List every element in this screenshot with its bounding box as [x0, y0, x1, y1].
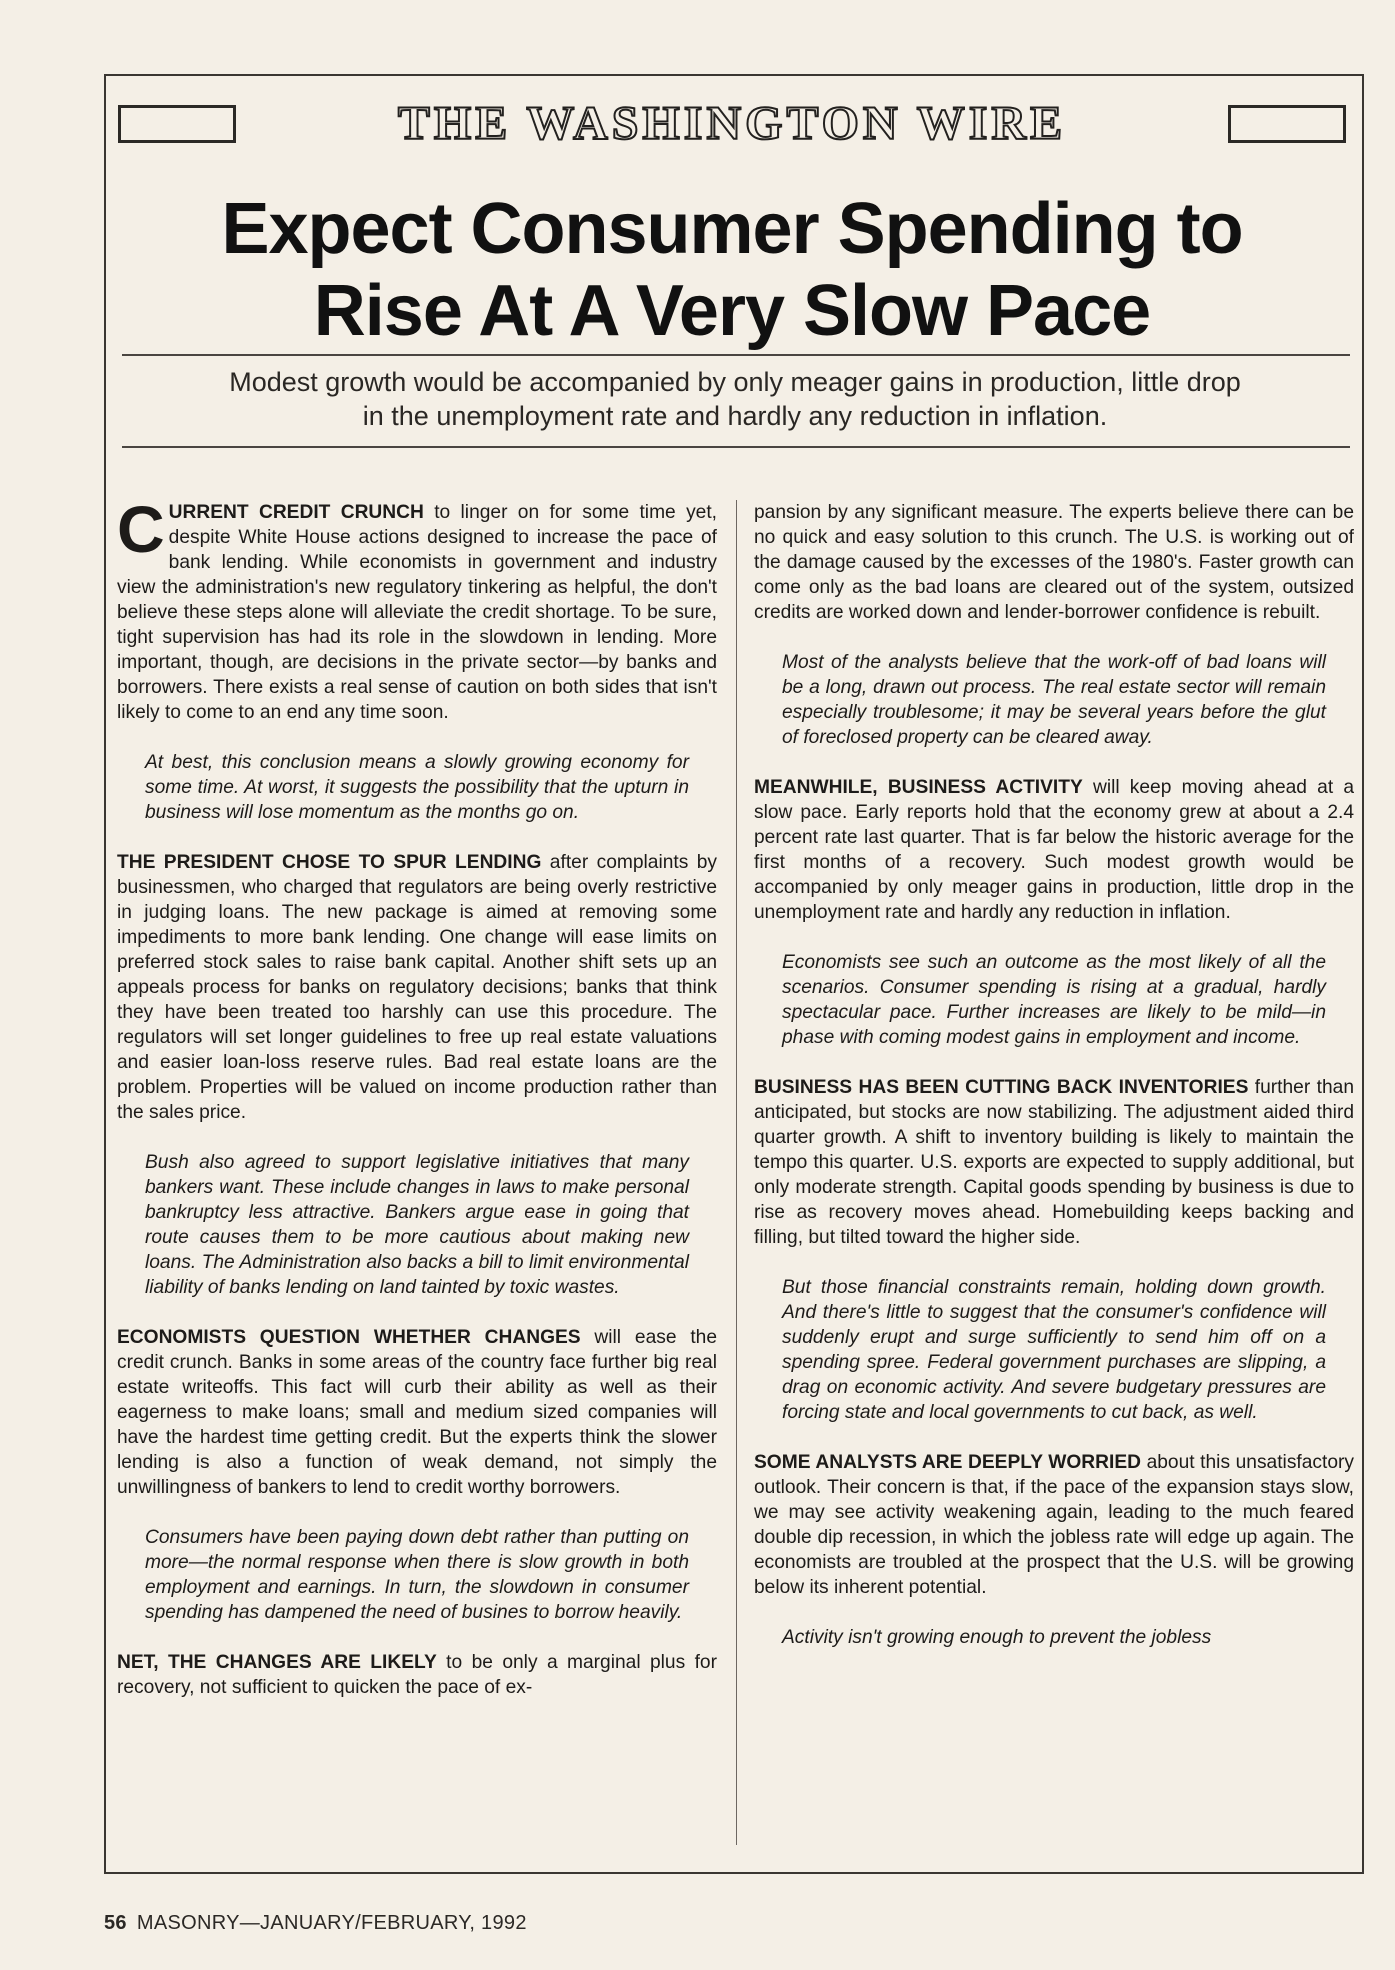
column-divider [736, 500, 737, 1845]
paragraph-text: to be only a marginal plus for recovery, not sufficient to quicken the pace of ex- [117, 1652, 717, 1698]
paragraph [754, 1450, 1354, 1600]
banner-title: THE WASHINGTON WIRE [397, 97, 1067, 150]
paragraph [117, 1650, 717, 1700]
paragraph-text: Consumers have been paying down debt rather than putting on more—the normal response when there is slow growth in both employment and earnings. In turn, the slowdown in consumer spending has dampened the need of busines to borrow heavily. [145, 1527, 689, 1623]
italic-paragraph [782, 1275, 1326, 1425]
lead-in: BUSINESS HAS BEEN CUTTING BACK INVENTORIES [754, 1077, 1249, 1098]
banner-left-box [118, 105, 236, 143]
paragraph [117, 500, 717, 725]
paragraph-text: after complaints by businessmen, who charged that regulators are being overly restrictive in judging loans. The new package is aimed at removing some impediments to more bank lending. One change will ease limits on preferred stock sales to raise bank capital. Another shift sets up an appeals process for banks on regulatory decisions; banks that think they have been treated too harshly can use this procedure. The regulators will set longer guidelines to free up real estate valuations and easier loan-loss reserve rules. Bad real estate loans are the problem. Properties will be valued on income production rather than the sales price. [117, 852, 717, 1123]
lead-in: ECONOMISTS QUESTION WHETHER CHANGES [117, 1327, 581, 1348]
deck [140, 365, 1330, 433]
paragraph-text: pansion by any significant measure. The experts believe there can be no quick and easy solution to this crunch. The U.S. is working out of the damage caused by the excesses of the 1980's. Faster growth can come only as the bad loans are cleared out of the system, outsized credits are worked down and lender-borrower confidence is rebuilt. [754, 502, 1354, 623]
paragraph-text: Most of the analysts believe that the work-off of bad loans will be a long, drawn out process. The real estate sector will remain especially troublesome; it may be several years before the glut of foreclosed property can be cleared away. [782, 652, 1326, 748]
headline-line-2: Rise At A Very Slow Pace [313, 271, 1151, 351]
column-banner [118, 98, 1346, 150]
lead-in: URRENT CREDIT CRUNCH [168, 502, 424, 523]
page-number: 56 [104, 1912, 127, 1934]
paragraph-text: will keep moving ahead at a slow pace. Early reports hold that the economy grew at about a 2.4 percent rate last quarter. That is far below the historic average for the first months of a recovery. Such modest growth would be accompanied by only meager gains in production, little drop in the unemployment rate and hardly any reduction in inflation. [754, 777, 1354, 923]
left-column [117, 500, 717, 1845]
paragraph-text: to linger on for some time yet, despite White House actions designed to increase the pace of bank lending. While economists in government and industry view the administration's new regulatory tinkering as helpful, the don't believe these steps alone will alleviate the credit shortage. To be sure, tight supervision has had its role in the slowdown in lending. More important, though, are decisions in the private sector—by banks and borrowers. There exists a real sense of caution on both sides that isn't likely to come to an end any time soon. [117, 502, 717, 723]
deck-bottom-rule [122, 446, 1350, 448]
drop-cap: C [117, 500, 165, 566]
page-footer [104, 1912, 527, 1935]
deck-line-2: in the unemployment rate and hardly any reduction in inflation. [362, 401, 1108, 431]
italic-paragraph [782, 950, 1326, 1050]
right-column [754, 500, 1354, 1845]
paragraph [754, 775, 1354, 925]
headline [118, 188, 1346, 352]
deck-top-rule [122, 354, 1350, 356]
italic-paragraph [782, 650, 1326, 750]
italic-paragraph [145, 1525, 689, 1625]
paragraph-text: will ease the credit crunch. Banks in some areas of the country face further big real estate writeoffs. This fact will curb their ability as well as their eagerness to make loans; small and medium sized companies will have the hardest time getting credit. But the experts think the slower lending is also a function of weak demand, not simply the unwillingness of bankers to lend to credit worthy borrowers. [117, 1327, 717, 1498]
paragraph [754, 500, 1354, 625]
paragraph-text: At best, this conclusion means a slowly growing economy for some time. At worst, it suggests the possibility that the upturn in business will lose momentum as the months go on. [145, 752, 689, 823]
paragraph [117, 1325, 717, 1500]
lead-in: SOME ANALYSTS ARE DEEPLY WORRIED [754, 1452, 1141, 1473]
paragraph-text: But those financial constraints remain, holding down growth. And there's little to suggest that the consumer's confidence will suddenly erupt and surge sufficiently to send him off on a spending spree. Federal government purchases are slipping, a drag on economic activity. And severe budgetary pressures are forcing state and local governments to cut back, as well. [782, 1277, 1326, 1423]
lead-in: THE PRESIDENT CHOSE TO SPUR LENDING [117, 852, 542, 873]
paragraph-text: Activity isn't growing enough to prevent the jobless [782, 1627, 1212, 1648]
paragraph-text: further than anticipated, but stocks are now stabilizing. The adjustment aided third quarter growth. A shift to inventory building is likely to maintain the tempo this quarter. U.S. exports are expected to supply additional, but only moderate strength. Capital goods spending by business is due to rise as recovery moves ahead. Homebuilding keeps backing and filling, but tilted toward the higher side. [754, 1077, 1354, 1248]
lead-in: MEANWHILE, BUSINESS ACTIVITY [754, 777, 1083, 798]
paragraph-text: Economists see such an outcome as the most likely of all the scenarios. Consumer spending is rising at a gradual, hardly spectacular pace. Further increases are likely to be mild—in phase with coming modest gains in employment and income. [782, 952, 1326, 1048]
banner-right-box [1228, 105, 1346, 143]
paragraph-text: about this unsatisfactory outlook. Their concern is that, if the pace of the expansion stays slow, we may see activity weakening again, leading to the much feared double dip recession, in which the jobless rate will edge up again. The economists are troubled at the prospect that the U.S. will be growing below its inherent potential. [754, 1452, 1354, 1598]
deck-line-1: Modest growth would be accompanied by only meager gains in production, little drop [229, 367, 1241, 397]
paragraph [117, 850, 717, 1125]
italic-paragraph [145, 750, 689, 825]
italic-paragraph [782, 1625, 1326, 1650]
headline-line-1: Expect Consumer Spending to [221, 189, 1243, 269]
italic-paragraph [145, 1150, 689, 1300]
publication-line: MASONRY—JANUARY/FEBRUARY, 1992 [136, 1912, 527, 1934]
paragraph [754, 1075, 1354, 1250]
lead-in: NET, THE CHANGES ARE LIKELY [117, 1652, 437, 1673]
paragraph-text: Bush also agreed to support legislative initiatives that many bankers want. These include changes in laws to make personal bankruptcy less attractive. Bankers argue ease in going that route causes them to be more cautious about making new loans. The Administration also backs a bill to limit environmental liability of banks lending on land tainted by toxic wastes. [145, 1152, 689, 1298]
